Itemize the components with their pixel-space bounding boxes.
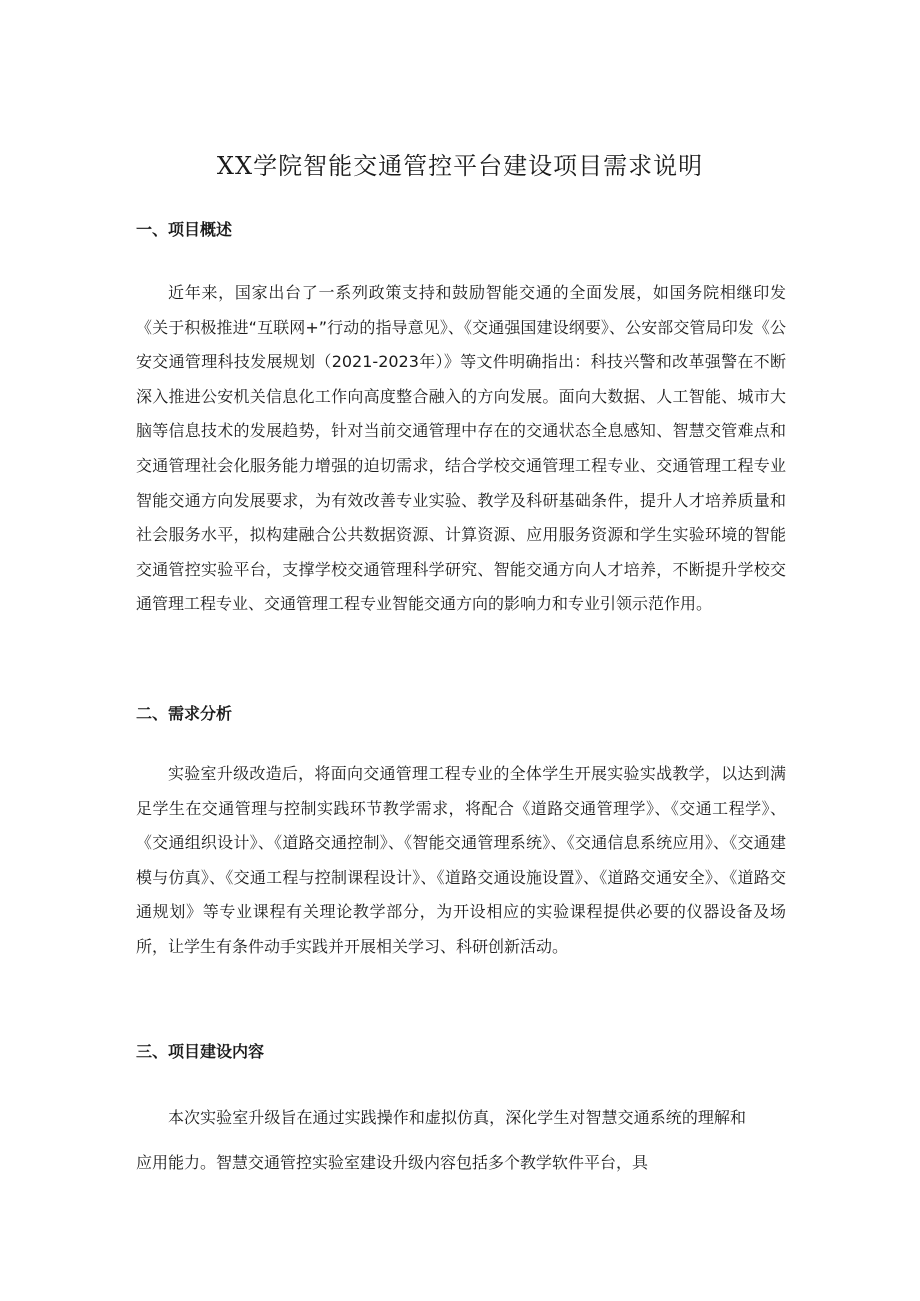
document-title: XX学院智能交通管控平台建设项目需求说明 (216, 152, 704, 180)
section-heading-content: 三、项目建设内容 (136, 1042, 265, 1061)
section-paragraph-analysis: 实验室升级改造后，将面向交通管理工程专业的全体学生开展实验实战教学，以达到满足学生在交通管理与控制实践环节教学需求，将配合《道路交通管理学》、《交通工程学》、《交通组织设计》、《道路交通控制》、《智能交通管理系统》、《交通信息系统应用》、《交通建模与仿真》、《交通工程与控制课程设计》、《道路交通设施设置》、《道路交通安全》、《道路交通规划》等专业课程有关理论教学部分，为开设相应的实验课程提供必要的仪器设备及场所，让学生有条件动手实践并开展相关学习、科研创新活动。 (136, 764, 786, 956)
section-paragraph-content: 本次实验室升级旨在通过实践操作和虚拟仿真，深化学生对智慧交通系统的理解和应用能力。智慧交通管控实验室建设升级内容包括多个教学软件平台，具 (136, 1108, 746, 1172)
section-paragraph-overview: 近年来，国家出台了一系列政策支持和鼓励智能交通的全面发展，如国务院相继印发《关于积极推进“互联网+”行动的指导意见》、《交通强国建设纲要》、公安部交管局印发《公安交通管理科技发展规划（2021-2023年）》等文件明确指出：科技兴警和改革强警在不断深入推进公安机关信息化工作向高度整合融入的方向发展。面向大数据、人工智能、城市大脑等信息技术的发展趋势，针对当前交通管理中存在的交通状态全息感知、智慧交管难点和交通管理社会化服务能力增强的迫切需求，结合学校交通管理工程专业、交通管理工程专业智能交通方向发展要求，为有效改善专业实验、教学及科研基础条件，提升人才培养质量和社会服务水平，拟构建融合公共数据资源、计算资源、应用服务资源和学生实验环境的智能交通管控实验平台，支撑学校交通管理科学研究、智能交通方向人才培养，不断提升学校交通管理工程专业、交通管理工程专业智能交通方向的影响力和专业引领示范作用。 (136, 283, 786, 614)
section-heading-overview: 一、项目概述 (136, 220, 233, 239)
section-heading-analysis: 二、需求分析 (136, 704, 233, 723)
